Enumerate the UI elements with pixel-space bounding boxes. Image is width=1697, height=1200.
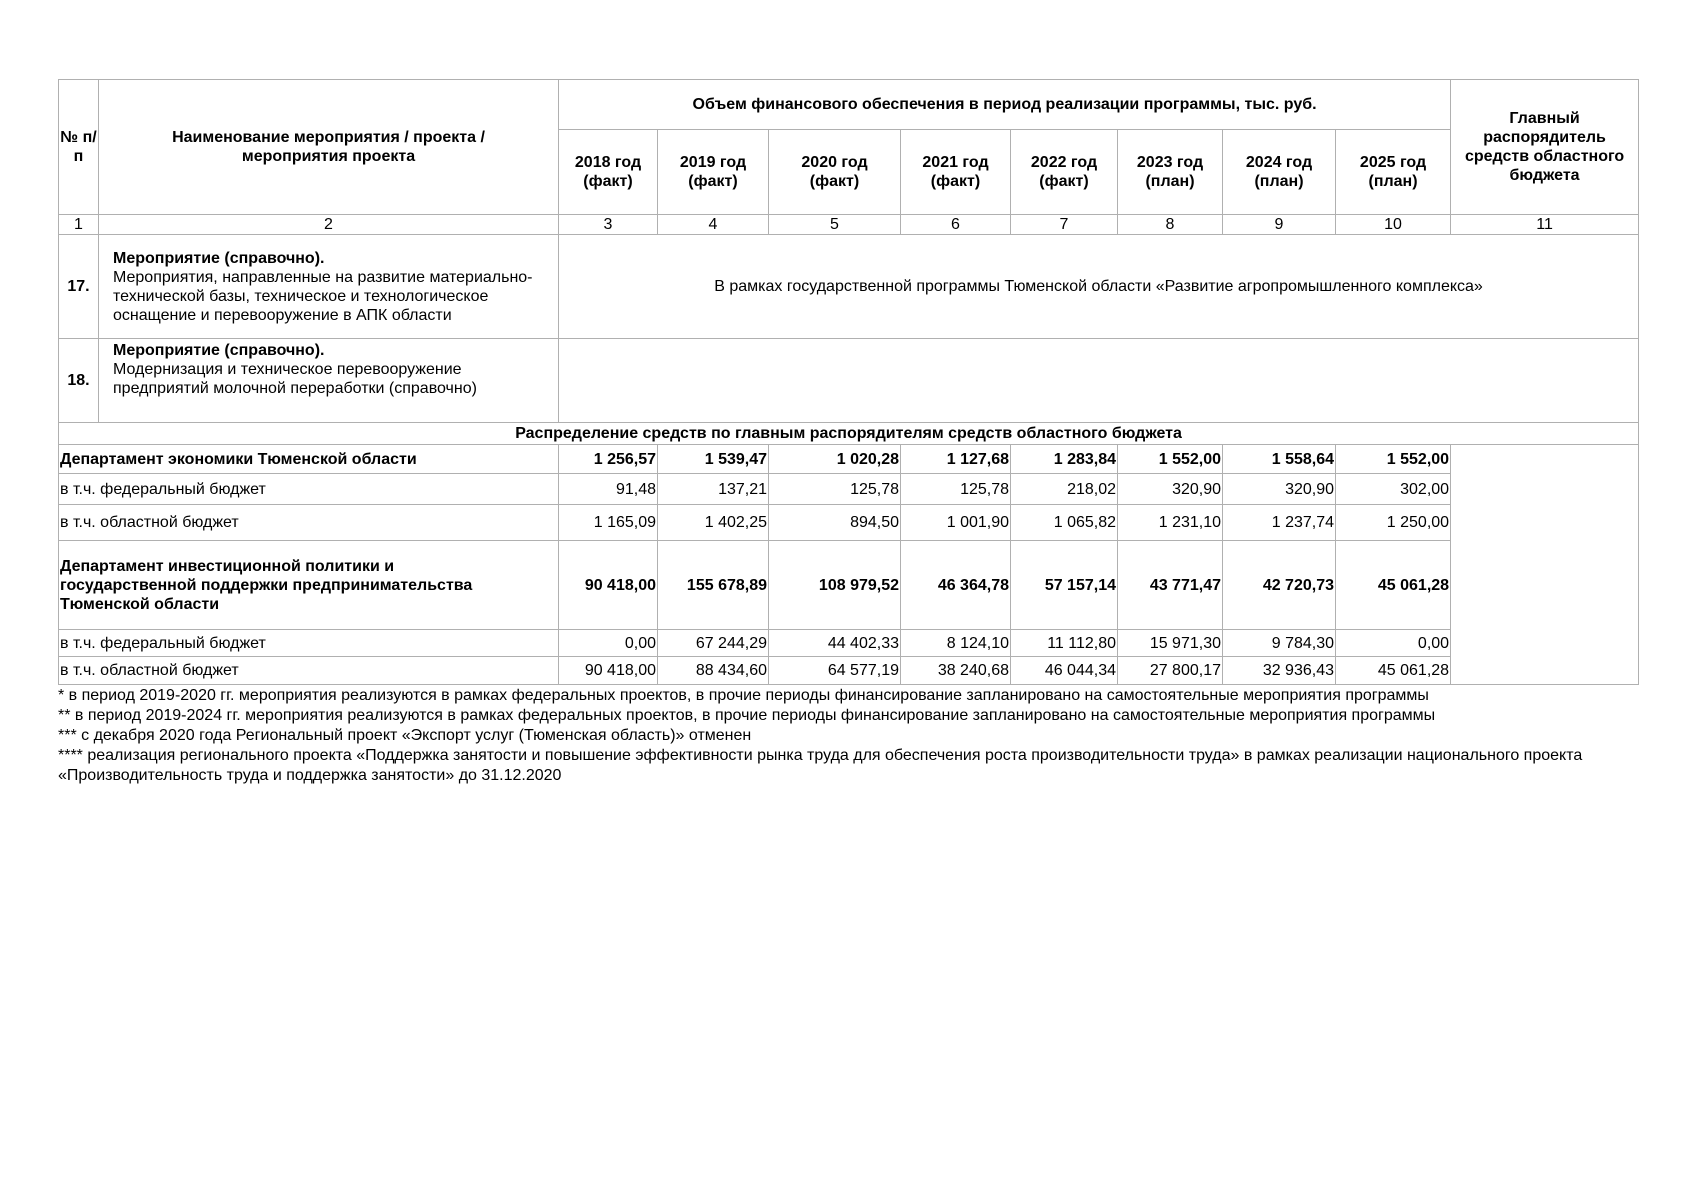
header-year: 2019 год (факт) <box>658 130 769 215</box>
item-description: Мероприятия, направленные на развитие материально-технической базы, техническое и технологическое оснащение и перевооружение в АПК области <box>113 268 533 324</box>
header-name: Наименование мероприятия / проекта / мероприятия проекта <box>99 80 559 215</box>
value-cell: 894,50 <box>769 505 901 541</box>
footnotes <box>58 686 1638 786</box>
value-cell: 90 418,00 <box>559 541 658 630</box>
value-cell: 57 157,14 <box>1011 541 1118 630</box>
header-year: 2022 год (факт) <box>1011 130 1118 215</box>
value-cell: 42 720,73 <box>1223 541 1336 630</box>
value-cell: 46 044,34 <box>1011 657 1118 685</box>
row-label: в т.ч. федеральный бюджет <box>59 630 559 657</box>
column-numbers-row <box>59 215 1639 235</box>
value-cell: 43 771,47 <box>1118 541 1223 630</box>
item-title: Мероприятие (справочно). <box>113 342 325 359</box>
value-cell: 90 418,00 <box>559 657 658 685</box>
header-year: 2024 год (план) <box>1223 130 1336 215</box>
column-number: 11 <box>1451 215 1639 235</box>
column-number: 7 <box>1011 215 1118 235</box>
row-label: в т.ч. федеральный бюджет <box>59 474 559 505</box>
distribution-row <box>59 423 1639 445</box>
item-description: Модернизация и техническое перевооружение предприятий молочной переработки (справочно) <box>113 361 477 397</box>
value-cell: 1 558,64 <box>1223 445 1336 474</box>
table-row <box>59 445 1639 474</box>
value-cell: 320,90 <box>1118 474 1223 505</box>
value-cell: 1 237,74 <box>1223 505 1336 541</box>
manager-cell <box>1451 445 1639 685</box>
value-cell: 91,48 <box>559 474 658 505</box>
value-cell: 1 020,28 <box>769 445 901 474</box>
value-cell: 302,00 <box>1336 474 1451 505</box>
value-cell: 1 231,10 <box>1118 505 1223 541</box>
value-cell: 9 784,30 <box>1223 630 1336 657</box>
value-cell: 0,00 <box>559 630 658 657</box>
value-cell: 1 065,82 <box>1011 505 1118 541</box>
value-cell: 218,02 <box>1011 474 1118 505</box>
value-cell: 8 124,10 <box>901 630 1011 657</box>
distribution-title: Распределение средств по главным распорядителям средств областного бюджета <box>59 423 1639 445</box>
value-cell: 320,90 <box>1223 474 1336 505</box>
value-cell: 11 112,80 <box>1011 630 1118 657</box>
column-number: 1 <box>59 215 99 235</box>
item-note: В рамках государственной программы Тюменской области «Развитие агропромышленного комплекса» <box>559 235 1639 339</box>
column-number: 2 <box>99 215 559 235</box>
value-cell: 45 061,28 <box>1336 657 1451 685</box>
value-cell: 1 250,00 <box>1336 505 1451 541</box>
value-cell: 137,21 <box>658 474 769 505</box>
value-cell: 125,78 <box>769 474 901 505</box>
header-year: 2018 год (факт) <box>559 130 658 215</box>
value-cell: 1 283,84 <box>1011 445 1118 474</box>
value-cell: 125,78 <box>901 474 1011 505</box>
value-cell: 32 936,43 <box>1223 657 1336 685</box>
value-cell: 88 434,60 <box>658 657 769 685</box>
header-year: 2023 год (план) <box>1118 130 1223 215</box>
header-year: 2025 год (план) <box>1336 130 1451 215</box>
value-cell: 46 364,78 <box>901 541 1011 630</box>
value-cell: 27 800,17 <box>1118 657 1223 685</box>
item-name <box>99 235 559 339</box>
value-cell: 38 240,68 <box>901 657 1011 685</box>
row-label: Департамент инвестиционной политики и государственной поддержки предпринимательства Тюменской области <box>59 541 559 630</box>
footnote: * в период 2019-2020 гг. мероприятия реализуются в рамках федеральных проектов, в прочие периоды финансирование запланировано на самостоятельные мероприятия программы <box>58 687 1429 704</box>
item-title: Мероприятие (справочно). <box>113 249 325 267</box>
column-number: 4 <box>658 215 769 235</box>
item-number: 18. <box>59 339 99 423</box>
item-note <box>559 339 1639 423</box>
footnote: *** с декабря 2020 года Региональный проект «Экспорт услуг (Тюменская область)» отменен <box>58 727 752 744</box>
value-cell: 155 678,89 <box>658 541 769 630</box>
value-cell: 45 061,28 <box>1336 541 1451 630</box>
header-funding: Объем финансового обеспечения в период реализации программы, тыс. руб. <box>559 80 1451 130</box>
column-number: 5 <box>769 215 901 235</box>
header-num: № п/п <box>59 80 99 215</box>
value-cell: 1 256,57 <box>559 445 658 474</box>
table-row <box>59 505 1639 541</box>
value-cell: 64 577,19 <box>769 657 901 685</box>
value-cell: 108 979,52 <box>769 541 901 630</box>
footnote: **** реализация регионального проекта «Поддержка занятости и повышение эффективности рынка труда для обеспечения роста производительности труда» в рамках реализации национального проекта «Производительность труда и поддержка занятости» до 31.12.2020 <box>58 747 1583 784</box>
financing-table <box>58 79 1639 685</box>
row-label: Департамент экономики Тюменской области <box>59 445 559 474</box>
value-cell: 1 539,47 <box>658 445 769 474</box>
table-row <box>59 630 1639 657</box>
table-row <box>59 541 1639 630</box>
column-number: 3 <box>559 215 658 235</box>
header-year: 2021 год (факт) <box>901 130 1011 215</box>
header-row-1 <box>59 80 1639 130</box>
header-year: 2020 год (факт) <box>769 130 901 215</box>
item-row <box>59 339 1639 423</box>
value-cell: 15 971,30 <box>1118 630 1223 657</box>
footnote: ** в период 2019-2024 гг. мероприятия реализуются в рамках федеральных проектов, в прочие периоды финансирование запланировано на самостоятельные мероприятия программы <box>58 707 1436 724</box>
table-row <box>59 657 1639 685</box>
column-number: 10 <box>1336 215 1451 235</box>
item-name <box>99 339 559 423</box>
value-cell: 1 001,90 <box>901 505 1011 541</box>
item-row <box>59 235 1639 339</box>
value-cell: 1 552,00 <box>1118 445 1223 474</box>
value-cell: 67 244,29 <box>658 630 769 657</box>
row-label: в т.ч. областной бюджет <box>59 657 559 685</box>
header-manager: Главный распорядитель средств областного бюджета <box>1451 80 1639 215</box>
value-cell: 0,00 <box>1336 630 1451 657</box>
item-number: 17. <box>59 235 99 339</box>
value-cell: 1 165,09 <box>559 505 658 541</box>
value-cell: 1 127,68 <box>901 445 1011 474</box>
table-row <box>59 474 1639 505</box>
financing-table-page <box>58 79 1638 786</box>
column-number: 8 <box>1118 215 1223 235</box>
value-cell: 44 402,33 <box>769 630 901 657</box>
column-number: 6 <box>901 215 1011 235</box>
column-number: 9 <box>1223 215 1336 235</box>
row-label: в т.ч. областной бюджет <box>59 505 559 541</box>
value-cell: 1 402,25 <box>658 505 769 541</box>
value-cell: 1 552,00 <box>1336 445 1451 474</box>
